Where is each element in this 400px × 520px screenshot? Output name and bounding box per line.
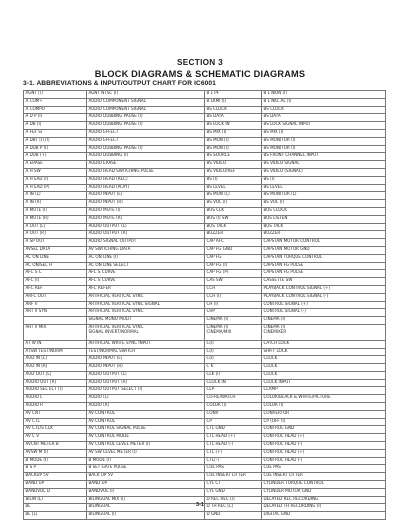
table-cell-abbreviation: BS LOCK IN xyxy=(205,122,262,130)
table-cell-description: BILINGUAL MIX (I) xyxy=(87,496,205,504)
table-cell-abbreviation: BS VIDEO/REF xyxy=(205,168,262,176)
table-cell-abbreviation: BS MON [I] xyxy=(205,145,262,153)
table-row xyxy=(24,403,386,411)
table-row xyxy=(24,356,386,364)
table-cell-description: AFC S CURVE xyxy=(87,270,205,278)
table-cell-abbreviation: AVCNT METER B xyxy=(24,442,87,450)
table-cell-description: BANDVOL (I) xyxy=(87,488,205,496)
table-cell-abbreviation: AFC S C xyxy=(24,270,87,278)
table-row xyxy=(24,223,386,231)
table-cell-abbreviation: BL [L] xyxy=(24,512,87,520)
table-cell-description: BS CLOCK xyxy=(262,106,386,114)
table-cell-description: CUE INSERT LITTER xyxy=(262,473,386,481)
table-cell-description: AV CONTROL SIGNAL PULSE xyxy=(87,426,205,434)
table-cell-description: PLAYBACK CONTROL SIGNAL (+) xyxy=(262,285,386,293)
table-cell-abbreviation: ART V MIX xyxy=(24,324,87,340)
table-cell-abbreviation: CTL GND xyxy=(205,426,262,434)
table-cell-description: AFC REFER xyxy=(87,285,205,293)
table-cell-abbreviation: AUD IN [L] xyxy=(24,356,87,364)
table-cell-abbreviation: CUE PAS xyxy=(205,465,262,473)
table-row xyxy=(24,200,386,208)
table-cell-abbreviation: AUD IN [R] xyxy=(24,364,87,372)
table-cell-description: CUE PAS xyxy=(262,465,386,473)
table-row xyxy=(24,285,386,293)
table-row xyxy=(24,340,386,348)
table-cell-description: DELAYED TH RECORDING (I) xyxy=(262,504,386,512)
table-cell-description: AUDIO INPUT (L) xyxy=(87,356,205,364)
table-cell-description: CLOCK xyxy=(262,364,386,372)
table-cell-abbreviation: AUDIO R xyxy=(24,403,87,411)
table-cell-abbreviation: AUDIO L xyxy=(24,395,87,403)
table-cell-abbreviation: C(I) xyxy=(205,348,262,356)
table-cell-abbreviation: A DBT [I] [I] xyxy=(24,137,87,145)
table-cell-abbreviation: CTL HEAD (-) xyxy=(205,442,262,450)
table-row xyxy=(24,184,386,192)
table-cell-description: BS VIDEO SIGNAL xyxy=(262,161,386,169)
table-row xyxy=(24,262,386,270)
table-cell-description: CONTROL GND xyxy=(262,426,386,434)
table-cell-description: AFC S CURVE xyxy=(87,278,205,286)
table-cell-abbreviation: BAND UP xyxy=(24,481,87,489)
table-cell-description: AV CONTROL LEVEL METER (I) xyxy=(87,442,205,450)
table-cell-abbreviation: A D P (I) xyxy=(24,114,87,122)
table-cell-abbreviation: A H EAD (I) xyxy=(24,176,87,184)
table-cell-abbreviation: CO-RE/WATCH xyxy=(205,395,262,403)
table-cell-abbreviation: A DUB P (I) xyxy=(24,145,87,153)
table-cell-description: AUDIO INPUT (R) xyxy=(87,364,205,372)
table-cell-abbreviation: A OUT [L] xyxy=(24,223,87,231)
table-cell-abbreviation: CAP AFC xyxy=(205,239,262,247)
table-row xyxy=(24,168,386,176)
chart-subtitle: 3-1. ABBREVIATIONS & INPUT/OUTPUT CHART FOR IC6001 xyxy=(23,80,216,87)
table-cell-abbreviation: D GND xyxy=(205,512,262,520)
table-cell-description: BILINGUAL xyxy=(87,504,205,512)
table-cell-description: AV CONTROL MODE xyxy=(87,434,205,442)
table-row xyxy=(24,512,386,520)
table-cell-abbreviation: BANDVOL D xyxy=(24,488,87,496)
table-cell-description: AUDIO DUBBING (I) xyxy=(87,153,205,161)
table-row xyxy=(24,364,386,372)
table-cell-abbreviation: AV C V xyxy=(24,434,87,442)
table-row xyxy=(24,309,386,317)
table-cell-abbreviation: CLOCK IN xyxy=(205,379,262,387)
table-row xyxy=(24,192,386,200)
table-row xyxy=(24,324,386,340)
table-cell-description: AUDIO EFFECT xyxy=(87,129,205,137)
table-row xyxy=(24,457,386,465)
table-cell-description: BAND UP xyxy=(87,481,205,489)
table-cell-description: CYLINDER TORQUE CONTROL xyxy=(262,481,386,489)
table-row xyxy=(24,231,386,239)
table-cell-description: CLOCK INPUT xyxy=(262,379,386,387)
table-cell-description: AUDIO INPUT (L) xyxy=(87,192,205,200)
table-cell-description: AUDIO EFFECT xyxy=(87,137,205,145)
page-number: 3-1 xyxy=(196,502,204,508)
table-cell-description: CAPSTAN TORQUE CONTROL xyxy=(262,254,386,262)
table-cell-description: BUS TALK xyxy=(262,223,386,231)
table-cell-abbreviation: CUE INSERT LITTER xyxy=(205,473,262,481)
table-row xyxy=(24,129,386,137)
table-row xyxy=(24,379,386,387)
table-row xyxy=(24,270,386,278)
table-cell-description: AUDIO OUTPUT (L) xyxy=(87,223,205,231)
table-cell-description: B L NKL AL (I) xyxy=(262,98,386,106)
table-cell-description: CLOCK xyxy=(262,371,386,379)
table-cell-description: AUDIO OUTPUT SELECT (I) xyxy=(87,387,205,395)
table-cell-description: CONTROL HEAD (-) xyxy=(262,457,386,465)
table-cell-abbreviation: AFC REF xyxy=(24,285,87,293)
table-cell-description: AUDIO SIGNAL OUTPUT xyxy=(87,239,205,247)
table-row xyxy=(24,246,386,254)
table-cell-description: AUDIO OUTPUT (R) xyxy=(87,379,205,387)
table-row xyxy=(24,410,386,418)
table-cell-abbreviation: A SP OUT xyxy=(24,239,87,247)
table-cell-description: CAPSTAN MOTOR GND xyxy=(262,246,386,254)
table-cell-abbreviation: AV CTL/S CLK xyxy=(24,426,87,434)
table-cell-abbreviation: ATSW TEST/NORM xyxy=(24,348,87,356)
table-cell-abbreviation: CAP FG (I) xyxy=(205,262,262,270)
table-cell-description: BS FRONT CHANNEL INPUT xyxy=(262,153,386,161)
table-row xyxy=(24,145,386,153)
table-cell-abbreviation: CCH xyxy=(205,285,262,293)
table-cell-abbreviation: C K xyxy=(205,364,262,372)
table-cell-description: BS LEVEL xyxy=(262,184,386,192)
table-cell-description: AUDIO DUBBING PAUSE (I) xyxy=(87,122,205,130)
table-row xyxy=(24,137,386,145)
table-cell-abbreviation: CP xyxy=(205,418,262,426)
table-cell-description: CAPSTAN MOTOR CONTROL xyxy=(262,239,386,247)
table-row xyxy=(24,207,386,215)
table-cell-abbreviation: BS MIX (I) xyxy=(205,129,262,137)
table-cell-description: AV SWITCHING DATA xyxy=(87,246,205,254)
table-row xyxy=(24,239,386,247)
table-cell-description: CLOCK xyxy=(262,356,386,364)
table-row xyxy=(24,426,386,434)
table-cell-abbreviation: A IN (L) xyxy=(24,192,87,200)
table-row xyxy=(24,153,386,161)
table-cell-description: BS DATA xyxy=(262,114,386,122)
table-cell-description: CONVERTOR xyxy=(262,410,386,418)
table-cell-abbreviation: D REC REC [I] xyxy=(205,496,262,504)
table-row xyxy=(24,395,386,403)
table-cell-description: ARTIFICIAL VERTICAL SYNC SIGNAL xyxy=(87,301,205,309)
table-cell-description: AUDIO COMPONENT SIGNAL xyxy=(87,106,205,114)
table-cell-description: AUDIO HEAD (PLAY) xyxy=(87,184,205,192)
table-cell-abbreviation: BS SOURCE xyxy=(205,153,262,161)
table-row xyxy=(24,481,386,489)
table-cell-description: BS MONITOR (I) xyxy=(262,137,386,145)
table-cell-abbreviation: CAP FG xyxy=(205,254,262,262)
table-cell-abbreviation: C(I) xyxy=(205,356,262,364)
table-cell-description: AV CONTROL xyxy=(87,410,205,418)
table-cell-description: BS LOCK SIGNAL INPUT xyxy=(262,122,386,130)
table-cell-abbreviation: B MODE (I) xyxy=(24,457,87,465)
table-cell-abbreviation: A ERASE xyxy=(24,161,87,169)
table-cell-abbreviation: CHP xyxy=(205,309,262,317)
table-cell-description: B L NKIN (I) xyxy=(262,91,386,99)
table-cell-description: CONTROL SIGNAL (-) xyxy=(262,309,386,317)
abbreviations-table xyxy=(23,90,386,520)
table-cell-abbreviation xyxy=(24,317,87,325)
table-cell-description: AUDIO ERASE xyxy=(87,161,205,169)
table-cell-description: B MODE (I) xyxy=(87,457,205,465)
table-cell-description: CATCH LOCK xyxy=(262,340,386,348)
table-row xyxy=(24,176,386,184)
table-cell-description: AUDIO COMPONENT SIGNAL xyxy=(87,98,205,106)
table-row xyxy=(24,278,386,286)
table-cell-description: DIGITAL GND xyxy=(262,512,386,520)
table-cell-abbreviation: COLOR (I) xyxy=(205,403,262,411)
table-cell-description: BUS CLOCK xyxy=(262,207,386,215)
table-row xyxy=(24,317,386,325)
table-cell-description: AUDIO INPUT (R) xyxy=(87,200,205,208)
table-cell-description: AV SW LEVEL METER (I) xyxy=(87,449,205,457)
table-cell-description: ARTIFICIAL VERTICAL SYNC SIGNAL INVERT/NORMAL xyxy=(87,324,205,340)
table-cell-description: ARTIFICIAL WRITE SYNC INPUT xyxy=(87,340,205,348)
section-heading: SECTION 3 xyxy=(177,58,223,67)
table-cell-description: COLOR/BLACK & WHITE/PICTURE xyxy=(262,395,386,403)
table-cell-description: AUDIO DUBBING PAUSE (I) xyxy=(87,114,205,122)
table-row xyxy=(24,91,386,99)
table-cell-abbreviation: BS MON [I] xyxy=(205,137,262,145)
table-cell-description: BS VOL (I) xyxy=(262,200,386,208)
table-cell-abbreviation: CCH (I) xyxy=(205,293,262,301)
table-cell-description: AGNT NTSC (I) xyxy=(87,91,205,99)
table-row xyxy=(24,371,386,379)
table-cell-abbreviation: BUS CLK xyxy=(205,207,262,215)
table-row xyxy=(24,293,386,301)
table-row xyxy=(24,387,386,395)
table-row xyxy=(24,254,386,262)
table-cell-description: BILINGUAL (I) xyxy=(87,512,205,520)
table-cell-description: AUDIO (R) xyxy=(87,403,205,411)
table-cell-abbreviation: BS LEVEL xyxy=(205,184,262,192)
table-cell-description: PLAYBACK CONTROL SIGNAL (-) xyxy=(262,293,386,301)
table-cell-abbreviation: A COM+ xyxy=(24,98,87,106)
table-cell-abbreviation: AUDIO SEL ECT [I] xyxy=(24,387,87,395)
table-cell-abbreviation: ARF V xyxy=(24,301,87,309)
table-row xyxy=(24,114,386,122)
table-cell-abbreviation: AT W IN xyxy=(24,340,87,348)
table-cell-description: CASSETTE SW xyxy=(262,278,386,286)
table-cell-description: AUDIO DUBBING PAUSE (I) xyxy=(87,145,205,153)
table-cell-description: AUDIO MUTE (R) xyxy=(87,215,205,223)
table-row xyxy=(24,442,386,450)
table-cell-description: ARTIFICIAL VERTICAL SYNC xyxy=(87,293,205,301)
table-cell-abbreviation: BUZZER xyxy=(205,231,262,239)
table-cell-abbreviation: A IN (R) xyxy=(24,200,87,208)
table-cell-abbreviation: BILIN (L) xyxy=(24,496,87,504)
table-cell-abbreviation: CINEMA (I) CINEMA/MIX xyxy=(205,324,262,340)
table-cell-abbreviation: CYL CT xyxy=(205,481,262,489)
table-cell-abbreviation: BL xyxy=(24,504,87,512)
table-cell-abbreviation: A MUTE (R) xyxy=(24,215,87,223)
table-cell-description: SIGNAL MONO MULTI xyxy=(87,317,205,325)
table-cell-abbreviation: CLP xyxy=(205,387,262,395)
table-row xyxy=(24,449,386,457)
table-cell-description: AUDIO (L) xyxy=(87,395,205,403)
table-cell-abbreviation: BS DATA xyxy=(205,114,262,122)
table-cell-abbreviation: BS MON (L) xyxy=(205,192,262,200)
table-cell-abbreviation: CAP FG GND xyxy=(205,246,262,254)
table-cell-description: CONTROL HEAD (+) xyxy=(262,434,386,442)
table-cell-description: CAPSTAN FG PULSE xyxy=(262,262,386,270)
table-cell-abbreviation: AFC [I] xyxy=(24,278,87,286)
table-cell-description: BS VIDEO (SIGNAL) xyxy=(262,168,386,176)
table-cell-abbreviation: CLK (I) xyxy=(205,371,262,379)
table-cell-abbreviation: ART V SYN xyxy=(24,309,87,317)
table-cell-description: CP (OFF (I) xyxy=(262,418,386,426)
table-cell-description: CAPSTAN FG PULSE xyxy=(262,270,386,278)
table-cell-abbreviation: CAP FG (P) xyxy=(205,270,262,278)
abbreviations-table-body xyxy=(24,91,386,520)
table-cell-abbreviation: CONV xyxy=(205,410,262,418)
table-cell-description: CINEMA (I) xyxy=(262,317,386,325)
table-row xyxy=(24,418,386,426)
table-cell-abbreviation: BUS TALK xyxy=(205,223,262,231)
table-cell-description: SHIFT LOCK xyxy=(262,348,386,356)
table-cell-abbreviation: AV CNT xyxy=(24,410,87,418)
table-cell-abbreviation: A DUB (+) xyxy=(24,153,87,161)
table-cell-description: COLOR (I) xyxy=(262,403,386,411)
table-cell-abbreviation: CTL HEAD (+) xyxy=(205,434,262,442)
table-cell-abbreviation: AC ON LINE xyxy=(24,254,87,262)
table-cell-description: AC ON LINE (I) xyxy=(87,254,205,262)
table-cell-abbreviation: BACKUP 5V xyxy=(24,473,87,481)
table-cell-abbreviation: CTL (+) xyxy=(205,449,262,457)
table-cell-description: B SET GATE PULSE xyxy=(87,465,205,473)
table-cell-description: AV CONTROL xyxy=(87,418,205,426)
table-cell-abbreviation: AGNT [I] xyxy=(24,91,87,99)
table-cell-abbreviation: BUS (I) SW xyxy=(205,215,262,223)
table-row xyxy=(24,473,386,481)
table-cell-abbreviation: CYL GND xyxy=(205,488,262,496)
table-cell-description: BS MONITOR (I) xyxy=(262,145,386,153)
table-cell-description: ARTIFICIAL VERTICAL SYNC xyxy=(87,309,205,317)
table-cell-description: BACK UP 5V xyxy=(87,473,205,481)
table-cell-abbreviation: BS CLOCK xyxy=(205,106,262,114)
table-row xyxy=(24,301,386,309)
table-cell-abbreviation: AUD OUT [L] xyxy=(24,371,87,379)
table-cell-abbreviation: CINEMA (I) xyxy=(205,317,262,325)
table-cell-abbreviation: BS VIDEO xyxy=(205,161,262,169)
table-cell-abbreviation: CTL(-) xyxy=(205,457,262,465)
table-cell-description: CONTROL HEAD (+) xyxy=(262,449,386,457)
table-cell-description: BS MONITOR (L) xyxy=(262,192,386,200)
table-cell-abbreviation: AVSW M (I) xyxy=(24,449,87,457)
table-cell-abbreviation: A OUT [R] xyxy=(24,231,87,239)
table-cell-abbreviation: A MUTE (I) xyxy=(24,207,87,215)
table-cell-description: AUDIO OUTPUT (L) xyxy=(87,371,205,379)
table-cell-description: BS MIX (I) xyxy=(262,129,386,137)
table-cell-description: AUDIO OUTPUT (R) xyxy=(87,231,205,239)
table-row xyxy=(24,122,386,130)
table-cell-description: AUDIO MUTE (I) xyxy=(87,207,205,215)
table-cell-description: CYLINDER MOTOR GND xyxy=(262,488,386,496)
table-cell-abbreviation: B LKMI [I] xyxy=(205,98,262,106)
table-cell-abbreviation: BS (I) xyxy=(205,176,262,184)
table-cell-abbreviation: A COMPO xyxy=(24,106,87,114)
table-cell-abbreviation: AV CTL xyxy=(24,418,87,426)
table-cell-abbreviation: ARFC OUT xyxy=(24,293,87,301)
table-cell-abbreviation: B L PF xyxy=(205,91,262,99)
table-cell-abbreviation: CH (I) xyxy=(205,301,262,309)
table-cell-description: CONTROL HEAD (-) xyxy=(262,442,386,450)
table-cell-description: CINEMA (I) CINEMIXER xyxy=(262,324,386,340)
table-cell-description: CLAMP xyxy=(262,387,386,395)
table-cell-abbreviation: AUDIO OUT [R] xyxy=(24,379,87,387)
table-cell-abbreviation: BS VOL (I) xyxy=(205,200,262,208)
table-cell-description: AUDIO HEAD (REC) xyxy=(87,176,205,184)
table-cell-description: BS (I) xyxy=(262,176,386,184)
table-cell-abbreviation: CAS SW xyxy=(205,278,262,286)
table-row xyxy=(24,434,386,442)
table-cell-description: BUZZER xyxy=(262,231,386,239)
table-row xyxy=(24,161,386,169)
table-row xyxy=(24,215,386,223)
table-cell-abbreviation: A H EAD (P) xyxy=(24,184,87,192)
table-cell-description: TEST/NORMAL SWITCH xyxy=(87,348,205,356)
table-cell-description: CONTROL SIGNAL (+) xyxy=(262,301,386,309)
table-cell-description: DELAYED REC RECORDING xyxy=(262,496,386,504)
table-row xyxy=(24,106,386,114)
table-row xyxy=(24,488,386,496)
table-cell-abbreviation: AC ON/SEL H xyxy=(24,262,87,270)
table-cell-abbreviation: C(I) xyxy=(205,340,262,348)
table-row xyxy=(24,465,386,473)
table-row xyxy=(24,98,386,106)
page-title: BLOCK DIAGRAMS & SCHEMATIC DIAGRAMS xyxy=(94,69,306,79)
table-cell-abbreviation: A H SW xyxy=(24,168,87,176)
table-row xyxy=(24,348,386,356)
table-cell-abbreviation: A DB [I] xyxy=(24,122,87,130)
table-cell-description: AC ON LINE SELECT xyxy=(87,262,205,270)
table-cell-description: BUS LISTEN xyxy=(262,215,386,223)
table-cell-abbreviation: B S P xyxy=(24,465,87,473)
table-cell-abbreviation: A FEF SI xyxy=(24,129,87,137)
table-cell-abbreviation: AVSEL DATA xyxy=(24,246,87,254)
table-cell-abbreviation: D TH REC [L] xyxy=(205,504,262,512)
table-cell-description: AUDIO HEAD SWITCHING PULSE xyxy=(87,168,205,176)
